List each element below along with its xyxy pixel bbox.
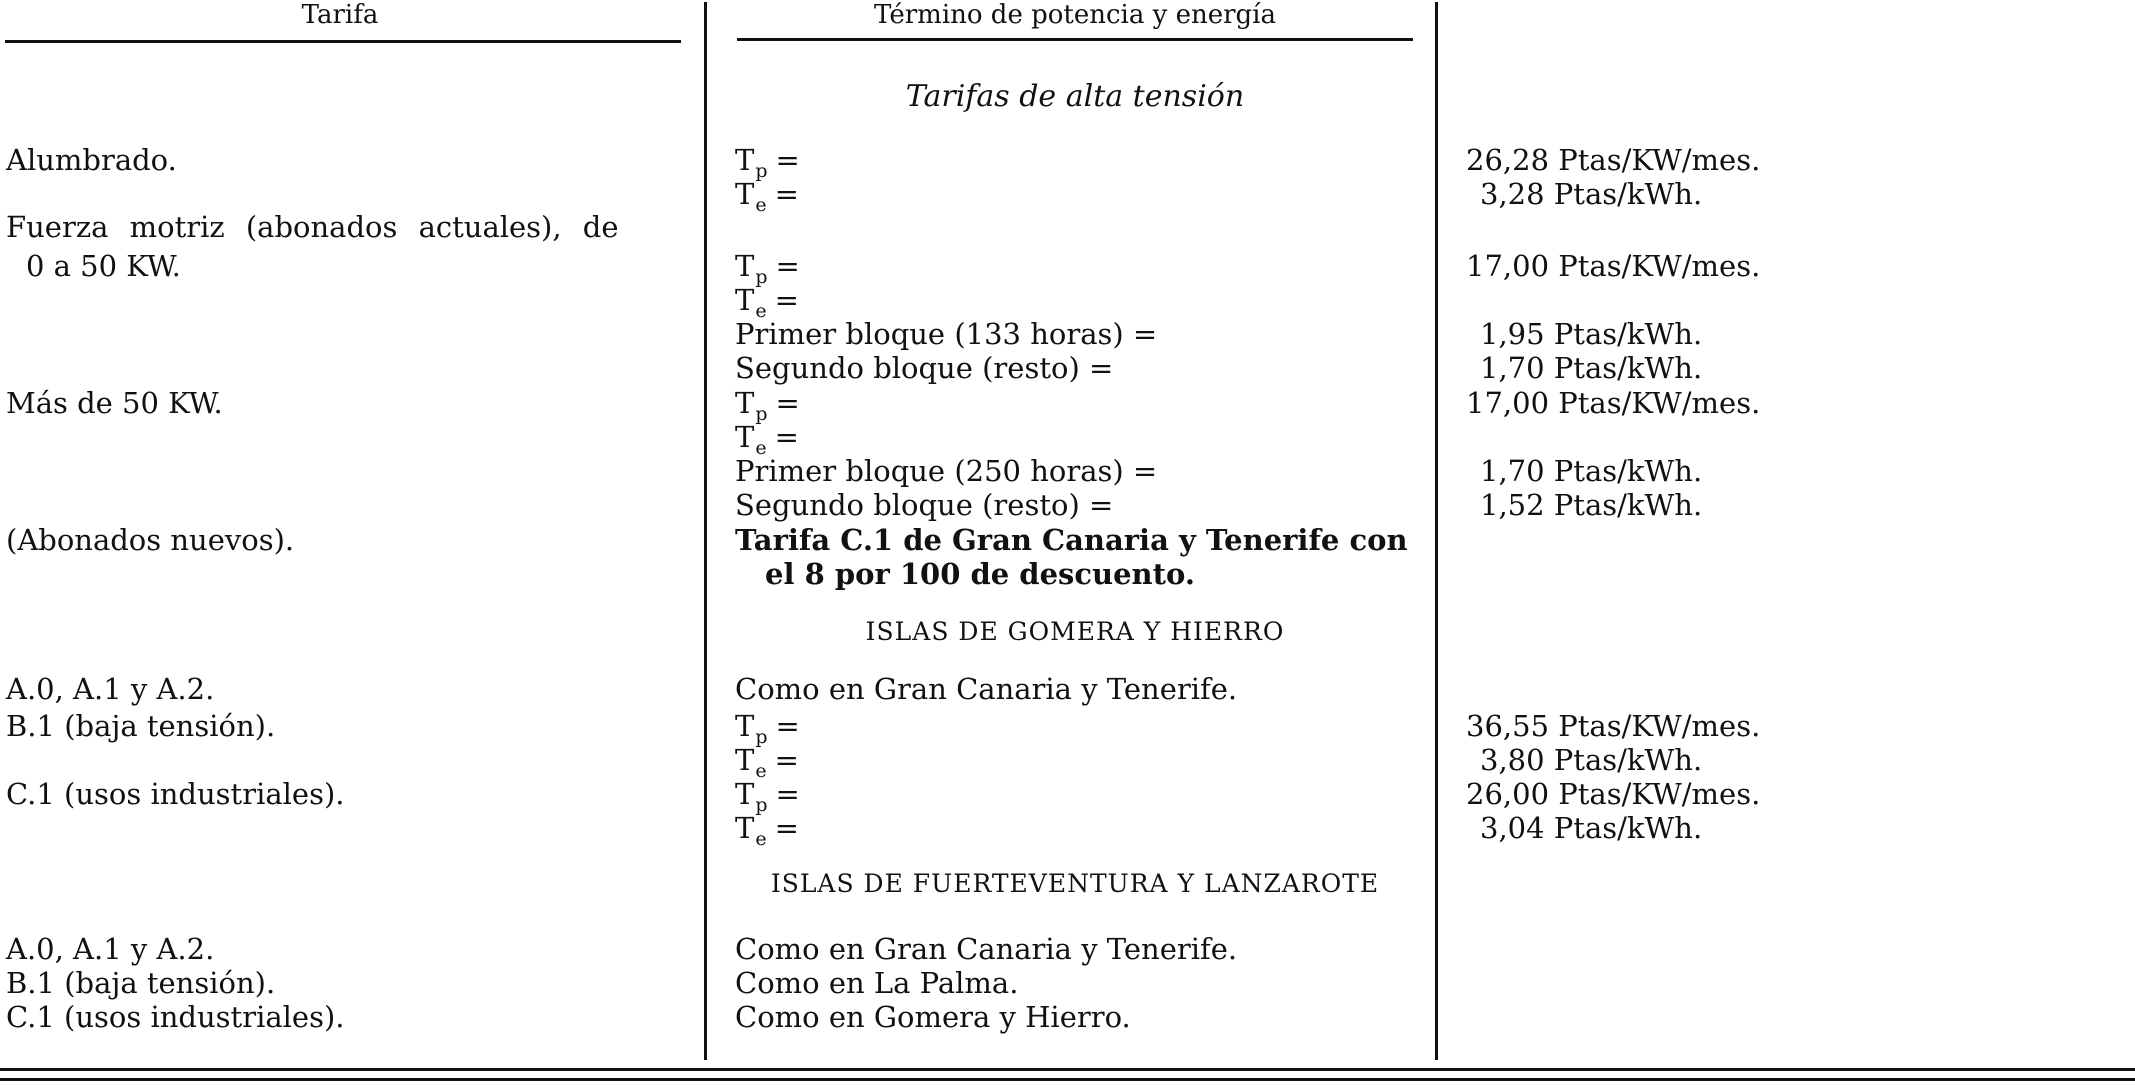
section-title-gomera-hierro: ISLAS DE GOMERA Y HIERRO [865, 617, 1285, 646]
termino-como-gran-canaria: Como en Gran Canaria y Tenerife. [735, 932, 1238, 966]
tarifa-fuerte-b1: B.1 (baja tensión). [6, 966, 276, 1000]
column-divider-left [704, 2, 707, 1060]
termino-tarifa-c1-line1: Tarifa C.1 de Gran Canaria y Tenerife con [735, 523, 1408, 557]
valor-energia: 1,70 Ptas/kWh. [1480, 454, 1703, 488]
valor-potencia: 26,00 Ptas/KW/mes. [1466, 777, 1761, 811]
tarifa-fuerte-c1: C.1 (usos industriales). [6, 1000, 345, 1034]
tarifa-mas-de-50kw: Más de 50 KW. [6, 386, 223, 420]
termino-te: $T_e$ = [735, 177, 799, 216]
section-title-fuerteventura-lanzarote: ISLAS DE FUERTEVENTURA Y LANZAROTE [770, 869, 1380, 898]
tarifa-fuerza-motriz-line1: Fuerza motriz (abonados actuales), de [6, 210, 619, 244]
tarifa-abonados-nuevos: (Abonados nuevos). [6, 523, 295, 557]
valor-energia: 3,28 Ptas/kWh. [1480, 177, 1703, 211]
termino-tp: $T_p$ = [735, 777, 800, 816]
header-termino: Término de potencia y energía [874, 0, 1276, 30]
tarifa-gomera-b1: B.1 (baja tensión). [6, 709, 276, 743]
termino-tp: $T_p$ = [735, 143, 800, 182]
header-rule-col1 [5, 40, 681, 43]
valor-potencia: 17,00 Ptas/KW/mes. [1466, 386, 1761, 420]
tarifa-gomera-c1: C.1 (usos industriales). [6, 777, 345, 811]
termino-tp: $T_p$ = [735, 386, 800, 425]
termino-segundo-bloque: Segundo bloque (resto) = [735, 351, 1114, 385]
termino-como-gran-canaria: Como en Gran Canaria y Tenerife. [735, 672, 1238, 706]
termino-tarifa-c1-line2: el 8 por 100 de descuento. [765, 557, 1195, 591]
termino-te: $T_e$ = [735, 743, 799, 782]
valor-energia: 3,04 Ptas/kWh. [1480, 811, 1703, 845]
tarifa-fuerte-a: A.0, A.1 y A.2. [6, 932, 215, 966]
bottom-rule-lower [0, 1078, 2135, 1081]
termino-primer-bloque-250: Primer bloque (250 horas) = [735, 454, 1158, 488]
termino-primer-bloque-133: Primer bloque (133 horas) = [735, 317, 1158, 351]
tarifa-gomera-a: A.0, A.1 y A.2. [6, 672, 215, 706]
tarifa-alumbrado: Alumbrado. [6, 143, 177, 177]
valor-energia: 1,95 Ptas/kWh. [1480, 317, 1703, 351]
column-divider-right [1435, 2, 1438, 1060]
valor-potencia: 26,28 Ptas/KW/mes. [1466, 143, 1761, 177]
termino-tp: $T_p$ = [735, 249, 800, 288]
tarifa-fuerza-motriz-line2: 0 a 50 KW. [26, 249, 181, 283]
valor-potencia: 36,55 Ptas/KW/mes. [1466, 709, 1761, 743]
valor-energia: 1,70 Ptas/kWh. [1480, 351, 1703, 385]
termino-como-gomera-hierro: Como en Gomera y Hierro. [735, 1000, 1131, 1034]
termino-como-la-palma: Como en La Palma. [735, 966, 1019, 1000]
valor-energia: 3,80 Ptas/kWh. [1480, 743, 1703, 777]
header-tarifa: Tarifa [301, 0, 379, 30]
termino-segundo-bloque: Segundo bloque (resto) = [735, 488, 1114, 522]
bottom-rule-upper [0, 1068, 2135, 1071]
valor-potencia: 17,00 Ptas/KW/mes. [1466, 249, 1761, 283]
header-rule-col2 [737, 38, 1413, 41]
section-title-alta-tension: Tarifas de alta tensión [905, 79, 1245, 114]
valor-energia: 1,52 Ptas/kWh. [1480, 488, 1703, 522]
termino-tp: $T_p$ = [735, 709, 800, 748]
termino-te: $T_e$ = [735, 420, 799, 459]
termino-te: $T_e$ = [735, 283, 799, 322]
termino-te: $T_e$ = [735, 811, 799, 850]
